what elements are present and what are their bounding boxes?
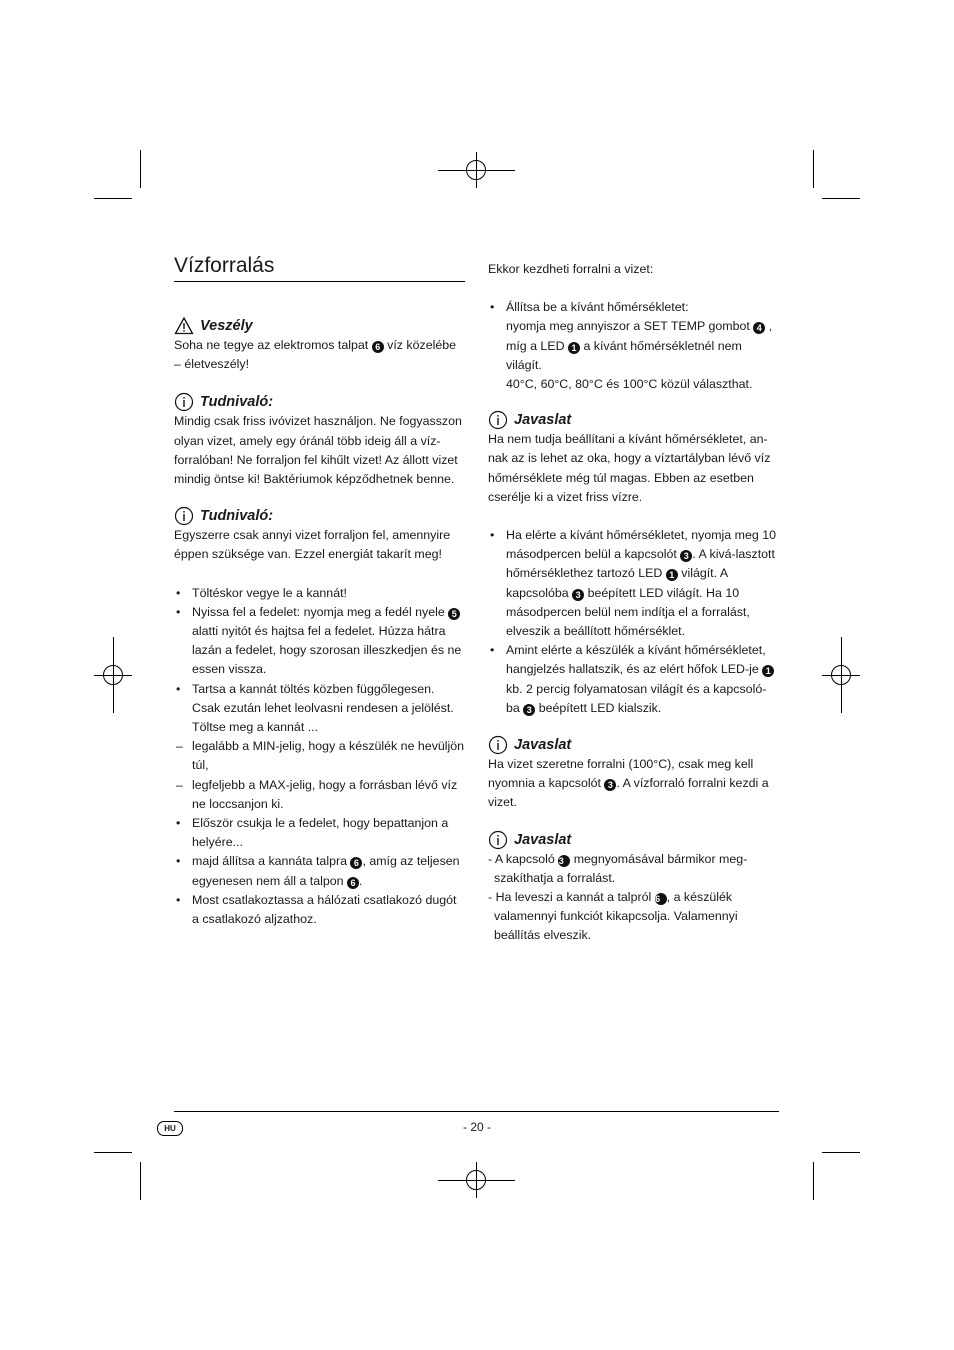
- right-column: [488, 260, 780, 946]
- list-item: • Először csukja le a fedelet, hogy bepattanjon a helyére...: [176, 816, 449, 850]
- list-item: • Most csatlakoztassa a hálózati csatlakozó dugót a csatlakozó aljzathoz.: [176, 892, 457, 927]
- part-number-badge: 6: [350, 857, 362, 869]
- part-number-badge: 1: [666, 569, 678, 581]
- list-item: • Ha elérte a kívánt hőmérsékletet, nyomja meg 10 másodpercen belül a kapcsolót 3 . A kivá-lasztott hőmérséklethez tartozó LED 1 világít. A kapcsolóba 3 beépített LED világít. Ha 10 másodpercen belül nem indítja el a forralást, elveszik a beállított hőmérséklet.: [490, 528, 776, 639]
- info-icon: [488, 735, 508, 755]
- part-number-badge: 3: [572, 589, 584, 601]
- crop-mark: [140, 1162, 141, 1200]
- title-divider: [174, 281, 465, 282]
- crop-mark: [140, 150, 141, 188]
- part-number-badge: 3: [523, 704, 535, 716]
- tip3-line2: - Ha leveszi a kannát a talpról 6 , a készülék valamennyi funkciót kikapcsolja. Valamennyi beállítás elveszik.: [488, 890, 738, 943]
- info-icon: [174, 506, 194, 526]
- part-number-badge: 1: [762, 665, 774, 677]
- list-item: • Állítsa be a kívánt hőmérsékletet: nyomja meg annyiszor a SET TEMP gombot 4 , míg a LED 1 a kívánt hőmérsékletnél nem világít. 40°C, 60°C, 80°C és 100°C közül választhat.: [490, 300, 773, 392]
- list-item: • Nyissa fel a fedelet: nyomja meg a fedél nyele 5 alatti nyitót és hajtsa fel a fedelet. Húzza hátra lazán a fedelet, hogy szorosan illeszkedjen és ne essen vissza.: [176, 604, 462, 677]
- language-badge: HU: [157, 1121, 183, 1136]
- crop-mark: [813, 150, 814, 188]
- part-number-badge: 3: [680, 550, 692, 562]
- note2-text: Egyszerre csak annyi vizet forraljon fel, amennyire éppen szüksége van. Ezzel energiát takarít meg!: [174, 528, 451, 562]
- info-icon: [488, 410, 508, 430]
- part-number-badge: 6: [655, 893, 667, 905]
- tip1-heading: Javaslat: [488, 410, 780, 430]
- tip3-line1: - A kapcsoló 3 megnyomásával bármikor meg-szakíthatja a forralást.: [488, 851, 748, 885]
- note2-heading: Tudnivaló:: [174, 506, 466, 526]
- danger-text: Soha ne tegye az elektromos talpat 6 víz közelébe – életveszély!: [174, 338, 457, 372]
- tip2-text: Ha vizet szeretne forralni (100°C), csak meg kell nyomnia a kapcsolót 3 . A vízforraló forralni kezdi a vizet.: [488, 757, 769, 810]
- part-number-badge: 5: [448, 608, 460, 620]
- warning-icon: [174, 316, 194, 336]
- left-column: [174, 316, 466, 929]
- registration-circle: [466, 1170, 486, 1190]
- tip1-text: Ha nem tudja beállítani a kívánt hőmérsékletet, an-nak az is lehet az oka, hogy a víztartályban lévő víz hőmérséklete még túl magas. Ebben az esetben cserélje ki a vizet friss vízre.: [488, 432, 771, 504]
- note1-heading: Tudnivaló:: [174, 392, 466, 412]
- registration-circle: [831, 665, 851, 685]
- part-number-badge: 4: [753, 322, 765, 334]
- crop-mark: [822, 198, 860, 199]
- intro-text: Ekkor kezdheti forralni a vizet:: [488, 262, 654, 276]
- list-item: – legfeljebb a MAX-jelig, hogy a forrásban lévő víz ne loccsanjon ki.: [176, 777, 458, 811]
- list-item: • Töltéskor vegye le a kannát!: [176, 585, 347, 600]
- part-number-badge: 1: [568, 342, 580, 354]
- list-item: • Tartsa a kannát töltés közben függőlegesen. Csak ezután lehet leolvasni rendesen a jelölést. Töltse meg a kannát ...: [176, 681, 454, 735]
- part-number-badge: 6: [347, 877, 359, 889]
- footer-divider: [174, 1111, 779, 1112]
- list-item: – legalább a MIN-jelig, hogy a készülék ne hevüljön túl,: [176, 739, 465, 773]
- part-number-badge: 6: [372, 341, 384, 353]
- registration-circle: [103, 665, 123, 685]
- info-icon: [174, 392, 194, 412]
- list-item: • Amint elérte a készülék a kívánt hőmérsékletet, hangjelzés hallatszik, és az elért hőfok LED-je 1 kb. 2 percig folyamatosan világít és a kapcsoló-ba 3 beépített LED kialszik.: [488, 641, 780, 718]
- danger-heading: Veszély: [174, 316, 466, 336]
- page-number: - 20 -: [462, 1120, 491, 1134]
- crop-mark: [94, 198, 132, 199]
- info-icon: [488, 830, 508, 850]
- note1-text: Mindig csak friss ivóvizet használjon. Ne fogyasszon olyan vizet, amely egy óránál több ideig áll a víz-forralóban! Ne forraljon fel kihűlt vizet! Az állott vizet mindig öntse ki! Baktériumok képződhetnek benne.: [174, 414, 462, 487]
- crop-mark: [813, 1162, 814, 1200]
- part-number-badge: 3: [558, 855, 570, 867]
- tip2-heading: Javaslat: [488, 735, 780, 755]
- page-title: Vízforralás: [174, 254, 275, 277]
- crop-mark: [822, 1152, 860, 1153]
- list-item: • majd állítsa a kannáta talpra 6 , amíg az teljesen egyenesen nem áll a talpon 6 .: [176, 854, 460, 888]
- registration-circle: [466, 160, 486, 180]
- part-number-badge: 3: [604, 779, 616, 791]
- tip3-heading: Javaslat: [488, 830, 780, 850]
- crop-mark: [94, 1152, 132, 1153]
